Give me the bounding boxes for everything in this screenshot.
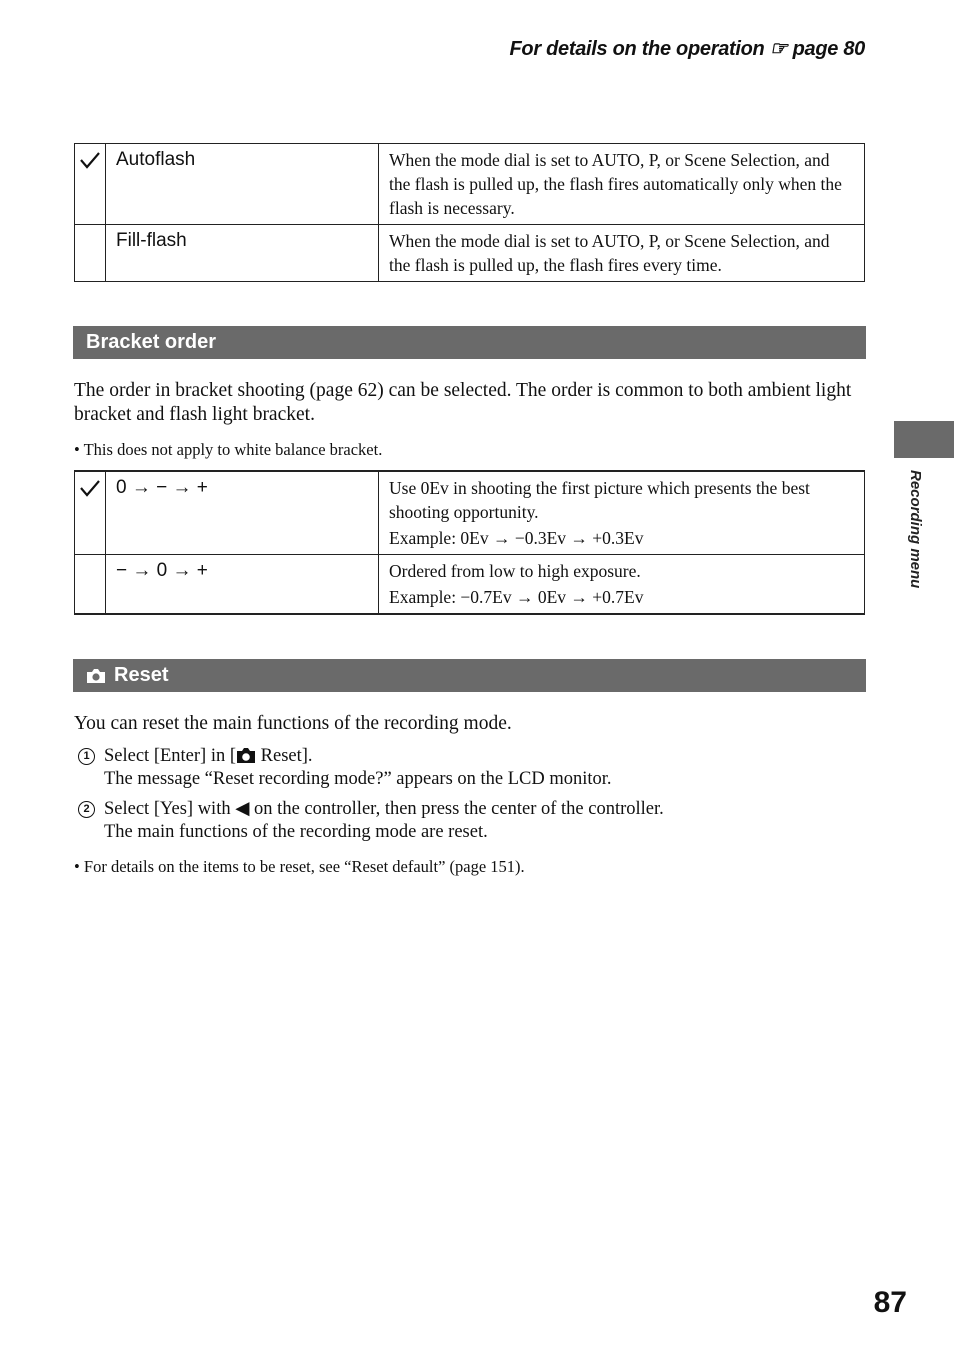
section-header-reset (73, 659, 866, 692)
table-row (75, 555, 865, 615)
step-number: 2 (78, 801, 95, 818)
step-text: Select [Enter] in [ (104, 746, 237, 766)
camera-icon (86, 667, 106, 684)
option-name: 0 → − → + (106, 471, 379, 555)
page-number: 87 (873, 1286, 907, 1319)
step-instruction (104, 745, 874, 768)
step-2 (74, 798, 874, 844)
option-description: When the mode dial is set to AUTO, P, or Scene Selection, and the flash is pulled up, the flash fires every time. (379, 225, 865, 282)
bracket-intro: The order in bracket shooting (page 62) can be selected. The order is common to both ambient light bracket and flash light bracket. (74, 380, 852, 425)
description-text: Ordered from low to high exposure. (389, 561, 641, 581)
table-row (75, 144, 865, 225)
section-title: Bracket order (86, 331, 217, 353)
description-example: Example: −0.7Ev → 0Ev → +0.7Ev (389, 587, 644, 607)
section-title: Reset (114, 664, 169, 686)
option-description (379, 471, 865, 555)
step-detail: The message “Reset recording mode?” appears on the LCD monitor. (104, 769, 612, 789)
default-check-cell (75, 471, 106, 555)
table-row (75, 471, 865, 555)
empty-check-cell (75, 225, 106, 282)
option-description (379, 555, 865, 615)
check-icon (79, 478, 101, 498)
empty-check-cell (75, 555, 106, 615)
header-reference: For details on the operation ☞ page 80 (509, 38, 865, 60)
default-check-cell (75, 144, 106, 225)
option-name: − → 0 → + (106, 555, 379, 615)
side-label: Recording menu (907, 470, 924, 589)
flash-mode-table (74, 143, 865, 282)
step-instruction: Select [Yes] with ◀ on the controller, then press the center of the controller. (104, 799, 664, 819)
step-detail: The main functions of the recording mode are reset. (104, 822, 488, 842)
step-text: Reset]. (256, 746, 313, 766)
step-1 (74, 745, 874, 791)
side-tab-marker (894, 421, 954, 458)
camera-icon (236, 746, 256, 764)
description-example: Example: 0Ev → −0.3Ev → +0.3Ev (389, 528, 644, 548)
option-name: Fill-flash (106, 225, 379, 282)
table-row (75, 225, 865, 282)
bracket-note: • This does not apply to white balance bracket. (74, 440, 383, 459)
check-icon (79, 150, 101, 170)
bracket-order-table (74, 470, 865, 615)
description-text: Use 0Ev in shooting the first picture which presents the best shooting opportunity. (389, 478, 810, 522)
section-header-bracket-order (73, 326, 866, 359)
reset-note: • For details on the items to be reset, see “Reset default” (page 151). (74, 857, 525, 876)
step-number: 1 (78, 748, 95, 765)
option-description: When the mode dial is set to AUTO, P, or Scene Selection, and the flash is pulled up, the flash fires automatically only when the flash is necessary. (379, 144, 865, 225)
option-name: Autoflash (106, 144, 379, 225)
reset-intro: You can reset the main functions of the recording mode. (74, 713, 512, 734)
